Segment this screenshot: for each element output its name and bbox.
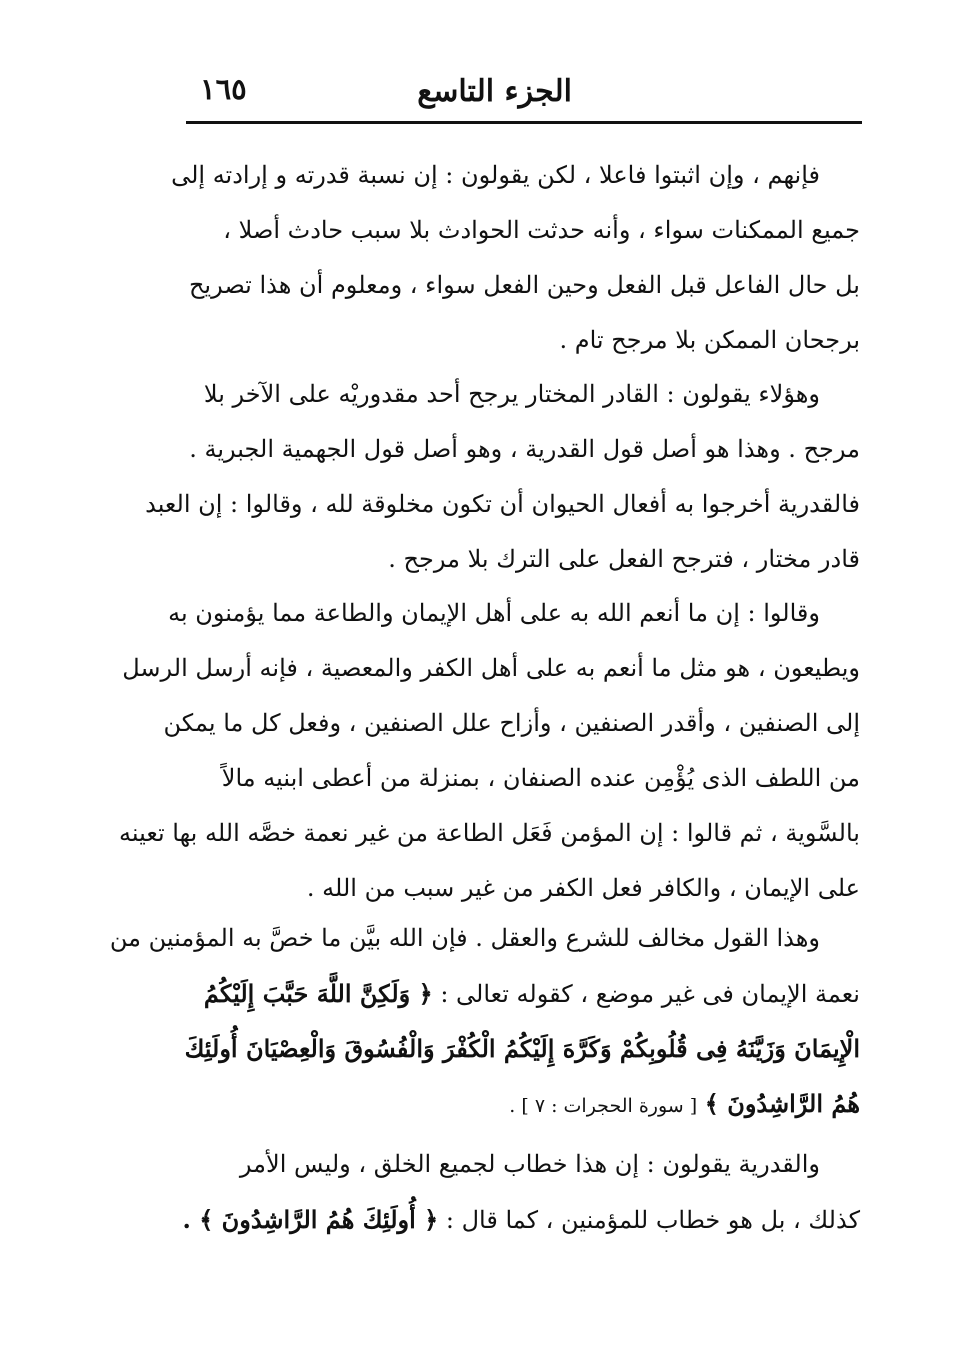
text-line: جميع الممكنات سواء ، وأنه حدثت الحوادث بلا سبب حادث أصلا ،: [223, 216, 860, 244]
paragraph-1: [171, 148, 860, 368]
paragraph-4: [109, 911, 860, 1131]
header-divider: [186, 121, 862, 124]
text-line: من اللطف الذى يُؤْمِن عنده الصنفان ، بمنزلة من أعطى ابنيه مالاً: [221, 764, 860, 792]
text-line: وقالوا : إن ما أنعم الله به على أهل الإيمان والطاعة مما يؤمنون به: [168, 599, 820, 627]
text-line: ويطيعون ، هو مثل ما أنعم به على أهل الكفر والمعصية ، فإنه أرسل الرسل: [122, 654, 860, 682]
text-line: وهذا القول مخالف للشرع والعقل . فإن الله بيَّن ما خصَّ به المؤمنين من: [109, 924, 820, 952]
text-line: بالسَّوية ، ثم قالوا : إن المؤمن فَعَل الطاعة من غير نعمة خصَّه الله بها تعينه: [119, 819, 860, 847]
text-line: قادر مختار ، فترجح الفعل على الترك بلا مرجح .: [388, 545, 860, 573]
text-line: والقدرية يقولون : إن هذا خطاب لجميع الخلق ، وليس الأمر: [239, 1150, 820, 1178]
quran-verse: هُمُ الرَّاشِدُونَ ﴾: [704, 1089, 860, 1118]
text-segment: كذلك ، بل هو خطاب للمؤمنين ، كما قال :: [445, 1206, 860, 1234]
text-line: على الإيمان ، والكافر فعل الكفر من غير سبب من الله .: [306, 874, 860, 902]
paragraph-5: [182, 1137, 860, 1247]
text-line: بل حال الفاعل قبل الفعل وحين الفعل سواء ، ومعلوم أن هذا تصريح: [188, 271, 860, 299]
text-segment: نعمة الإيمان فى غير موضع ، كقوله تعالى :: [440, 980, 860, 1008]
text-line: فإنهم ، وإن اثبتوا فاعلا ، لكن يقولون : إن نسبة قدرته و إرادته إلى: [171, 161, 820, 189]
text-line: [195, 966, 860, 1021]
quran-verse: ﴿ وَلَكِنَّ اللَّهَ حَبَّبَ إِلَيْكُمُ: [203, 979, 433, 1008]
quran-verse: الْإِيمَانَ وَزَيَّنَهُ فِى قُلُوبِكُمْ وَكَرَّهَ إِلَيْكُمُ الْكُفْرَ وَالْفُسُوقَ وَالْعِصْيَانَ أُولَئِكَ: [184, 1034, 860, 1063]
text-line: فالقدرية أخرجوا به أفعال الحيوان أن تكون مخلوقة لله ، وقالوا : إن العبد: [145, 490, 860, 518]
quran-verse: ﴿ أُولَئِكَ هُمُ الرَّاشِدُونَ ﴾ .: [182, 1205, 439, 1234]
page-header: [186, 64, 862, 122]
verse-citation: [ سورة الحجرات : ٧ ] .: [509, 1095, 698, 1117]
text-line: إلى الصنفين ، وأقدر الصنفين ، وأزاح علل الصنفين ، وفعل كل ما يمكن: [163, 709, 860, 737]
text-line: [195, 1076, 860, 1131]
running-title: الجزء التاسع: [417, 74, 572, 109]
paragraph-2: [145, 367, 860, 587]
text-line: برجحان الممكن بلا مرجح تام .: [559, 326, 860, 354]
text-line: مرجح . وهذا هو أصل قول القدرية ، وهو أصل قول الجهمية الجبرية .: [189, 435, 860, 463]
text-line: [182, 1192, 860, 1247]
text-line: وهؤلاء يقولون : القادر المختار يرجح أحد مقدوريْه على الآخر بلا: [203, 380, 820, 408]
page-number: ١٦٥: [200, 72, 247, 106]
paragraph-3: [119, 586, 860, 916]
